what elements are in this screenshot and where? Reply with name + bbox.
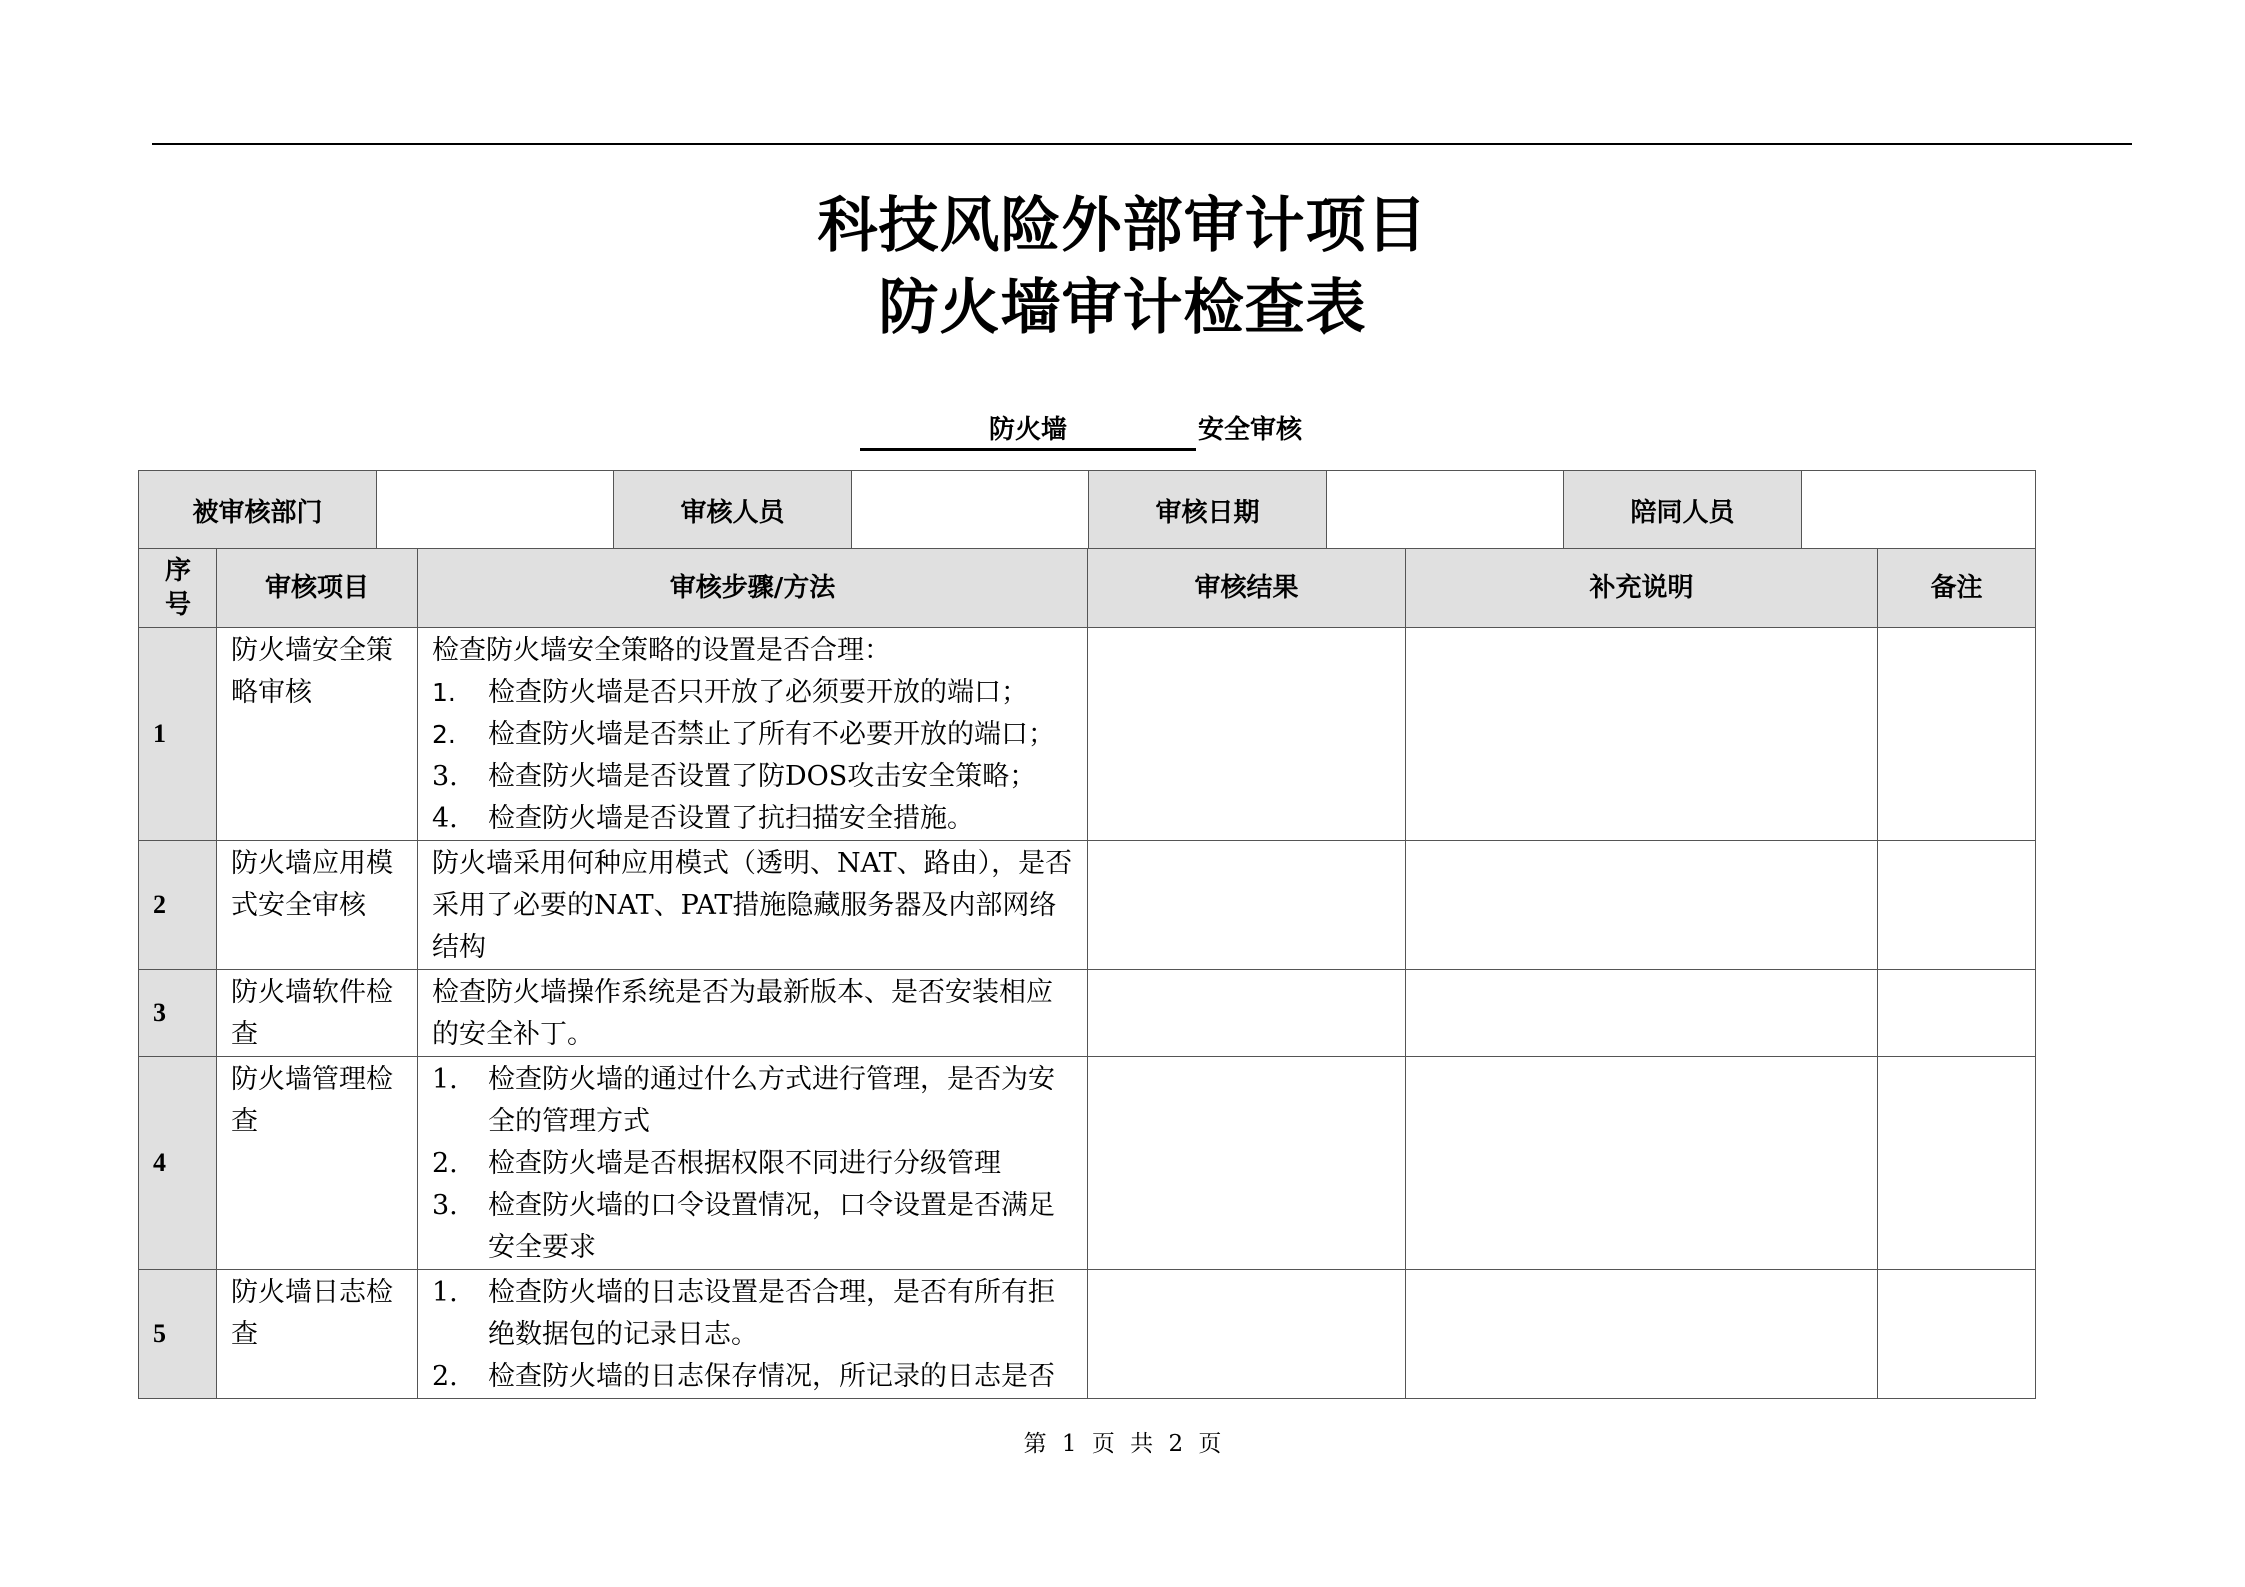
table-row [139, 1270, 2036, 1399]
result-cell[interactable] [1088, 628, 1406, 841]
remarks-cell[interactable] [1878, 841, 2036, 970]
audit-date-label: 审核日期 [1089, 471, 1327, 550]
remarks-cell[interactable] [1878, 1270, 2036, 1399]
notes-cell[interactable] [1406, 970, 1878, 1057]
auditor-label: 审核人员 [614, 471, 852, 550]
audit-checklist-table [138, 548, 2036, 1399]
document-subtitle: 防火墙审计检查表 [878, 273, 1367, 343]
step-number: 2. [432, 1148, 458, 1179]
result-cell[interactable] [1088, 841, 1406, 970]
header-item: 审核项目 [217, 549, 418, 628]
audit-date-field[interactable] [1327, 471, 1564, 550]
step-item [432, 672, 1075, 714]
row-steps: 防火墙采用何种应用模式（透明、NAT、路由），是否采用了必要的NAT、PAT措施隐藏服务器及内部网络结构 [418, 841, 1088, 970]
step-item [432, 1059, 1075, 1143]
step-number: 1. [432, 1277, 458, 1308]
row-item: 防火墙日志检查 [217, 1270, 418, 1399]
page-number: 第 1 页 共 2 页 [1023, 1431, 1222, 1457]
step-text: 检查防火墙是否设置了抗扫描安全措施。 [488, 803, 974, 834]
header-rule [152, 143, 2132, 145]
row-item: 防火墙软件检查 [217, 970, 418, 1057]
step-number: 2. [432, 720, 456, 749]
row-seq: 2 [139, 841, 217, 970]
escort-field[interactable] [1802, 471, 2036, 550]
step-number: 4. [432, 803, 458, 834]
header-seq: 序号 [139, 549, 217, 628]
table-row [139, 628, 2036, 841]
step-text: 检查防火墙是否设置了防DOS攻击安全策略； [488, 761, 1037, 792]
step-item [432, 1185, 1075, 1269]
step-item [432, 1143, 1075, 1185]
row-seq: 5 [139, 1270, 217, 1399]
step-text: 检查防火墙是否只开放了必须要开放的端口； [488, 677, 1028, 708]
header-result: 审核结果 [1088, 549, 1406, 628]
notes-cell[interactable] [1406, 1057, 1878, 1270]
audit-subject-suffix: 安全审核 [1198, 415, 1303, 445]
header-remarks: 备注 [1878, 549, 2036, 628]
table-row [139, 970, 2036, 1057]
step-text: 检查防火墙是否禁止了所有不必要开放的端口； [488, 719, 1055, 750]
result-cell[interactable] [1088, 1057, 1406, 1270]
document-title: 科技风险外部审计项目 [817, 191, 1428, 261]
result-cell[interactable] [1088, 970, 1406, 1057]
row-seq: 3 [139, 970, 217, 1057]
header-steps: 审核步骤/方法 [418, 549, 1088, 628]
department-label: 被审核部门 [139, 471, 377, 550]
step-text: 检查防火墙的通过什么方式进行管理，是否为安全的管理方式 [488, 1064, 1055, 1137]
row-item: 防火墙安全策略审核 [217, 628, 418, 841]
step-number: 1. [432, 1064, 458, 1095]
notes-cell[interactable] [1406, 628, 1878, 841]
step-item [432, 1272, 1075, 1356]
step-text: 检查防火墙是否根据权限不同进行分级管理 [488, 1148, 1001, 1179]
row-item: 防火墙应用模式安全审核 [217, 841, 418, 970]
step-item [432, 714, 1075, 756]
row-seq: 1 [139, 628, 217, 841]
remarks-cell[interactable] [1878, 970, 2036, 1057]
step-text: 检查防火墙的日志设置是否合理，是否有所有拒绝数据包的记录日志。 [488, 1277, 1055, 1350]
row-steps [418, 1057, 1088, 1270]
step-text: 检查防火墙的口令设置情况，口令设置是否满足安全要求 [488, 1190, 1055, 1263]
remarks-cell[interactable] [1878, 628, 2036, 841]
audit-info-table [138, 470, 2036, 550]
auditor-field[interactable] [852, 471, 1089, 550]
step-item [432, 798, 1075, 840]
row-steps [418, 628, 1088, 841]
step-item [432, 1356, 1075, 1398]
notes-cell[interactable] [1406, 841, 1878, 970]
remarks-cell[interactable] [1878, 1057, 2036, 1270]
step-number: 1. [432, 678, 456, 707]
row-item: 防火墙管理检查 [217, 1057, 418, 1270]
audit-subject: 防火墙 [860, 412, 1196, 451]
row-steps: 检查防火墙操作系统是否为最新版本、是否安装相应的安全补丁。 [418, 970, 1088, 1057]
row-seq: 4 [139, 1057, 217, 1270]
result-cell[interactable] [1088, 1270, 1406, 1399]
header-notes: 补充说明 [1406, 549, 1878, 628]
step-number: 2. [432, 1361, 458, 1392]
department-field[interactable] [377, 471, 614, 550]
row-steps [418, 1270, 1088, 1399]
escort-label: 陪同人员 [1564, 471, 1802, 550]
notes-cell[interactable] [1406, 1270, 1878, 1399]
table-row [139, 841, 2036, 970]
step-item [432, 756, 1075, 798]
step-text: 检查防火墙的日志保存情况，所记录的日志是否 [488, 1361, 1055, 1392]
steps-intro: 检查防火墙安全策略的设置是否合理： [432, 635, 891, 666]
step-number: 3. [432, 1190, 458, 1221]
audit-subject-line [860, 410, 1302, 450]
table-row [139, 1057, 2036, 1270]
step-number: 3. [432, 761, 458, 792]
